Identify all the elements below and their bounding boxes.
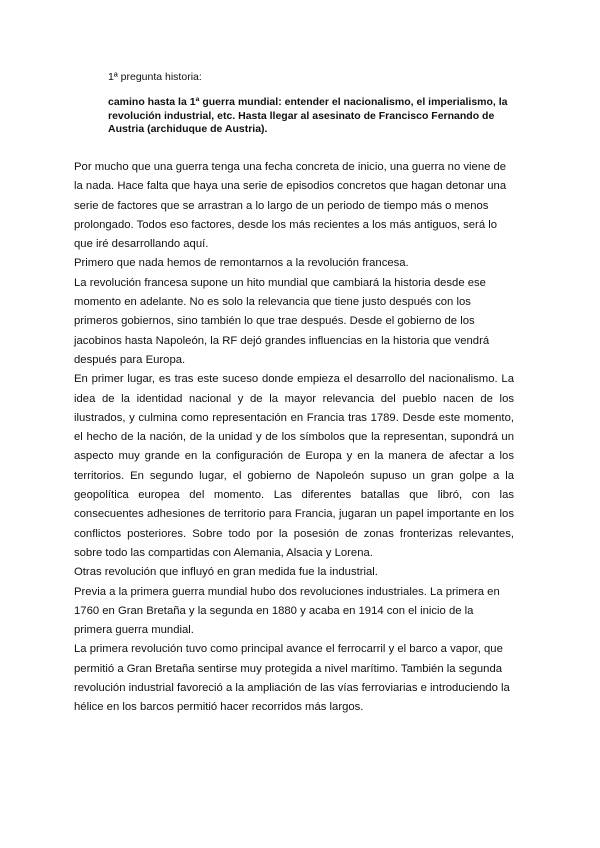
- paragraph-french-revolution: La revolución francesa supone un hito mundial que cambiará la historia desde ese momento en adelante. No es solo la relevancia que tiene justo después con los primeros gobiernos, sino también lo que trae después. Desde el gobierno de los jacobinos hasta Napoleón, la RF dejó grandes influencias en la historia que vendrá después para Europa.: [74, 276, 490, 366]
- paragraph-french-revolution-intro: Primero que nada hemos de remontarnos a la revolución francesa.: [74, 257, 409, 270]
- essay-body: [74, 158, 514, 718]
- paragraph-first-revolution: La primera revolución tuvo como principal avance el ferrocarril y el barco a vapor, que permitió a Gran Bretaña sentirse muy protegida a nivel marítimo. También la segunda revolución industrial favoreció a la ampliación de las vías ferroviarias e introduciendo la hélice en los barcos permitió hacer recorridos más largos.: [74, 643, 510, 714]
- paragraph-intro: Por mucho que una guerra tenga una fecha concreta de inicio, una guerra no viene de la nada. Hace falta que haya una serie de episodios concretos que hagan detonar una serie de factores que se arrastran a lo largo de un periodo de tiempo más o menos prolongado. Todos eso factores, desde los más recientes a los más antiguos, será lo que iré desarrollando aquí.: [74, 161, 507, 251]
- paragraph-nationalism: En primer lugar, es tras este suceso donde empieza el desarrollo del nacionalismo. La idea de la identidad nacional y de la mayor relevancia del pueblo nacen de los ilustrados, y culmina como representación en Francia tras 1789. Desde este momento, el hecho de la nación, de la unidad y de los símbolos que la representan, supondrá un aspecto muy grande en la configuración de Europa y en la manera de afectar a los territorios. En segundo lugar, el gobierno de Napoleón supuso un gran golpe a la geopolítica europea del momento. Las diferentes batallas que libró, con las consecuentes adhesiones de territorio para Francia, jugaran un papel importante en los conflictos posteriores. Sobre todo por la posesión de zonas fronterizas relevantes, sobre todo las compartidas con Alemania, Alsacia y Lorena.: [74, 373, 514, 559]
- question-label: 1ª pregunta historia:: [108, 71, 202, 83]
- question-title: camino hasta la 1ª guerra mundial: entender el nacionalismo, el imperialismo, la revolución industrial, etc. Hasta llegar al asesinato de Francisco Fernando de Austria (archiduque de Austria).: [108, 96, 508, 135]
- paragraph-industrial-revolutions: Previa a la primera guerra mundial hubo dos revoluciones industriales. La primera en 1760 en Gran Bretaña y la segunda en 1880 y acaba en 1914 con el inicio de la primera guerra mundial.: [74, 585, 500, 637]
- paragraph-industrial-intro: Otras revolución que influyó en gran medida fue la industrial.: [74, 566, 378, 579]
